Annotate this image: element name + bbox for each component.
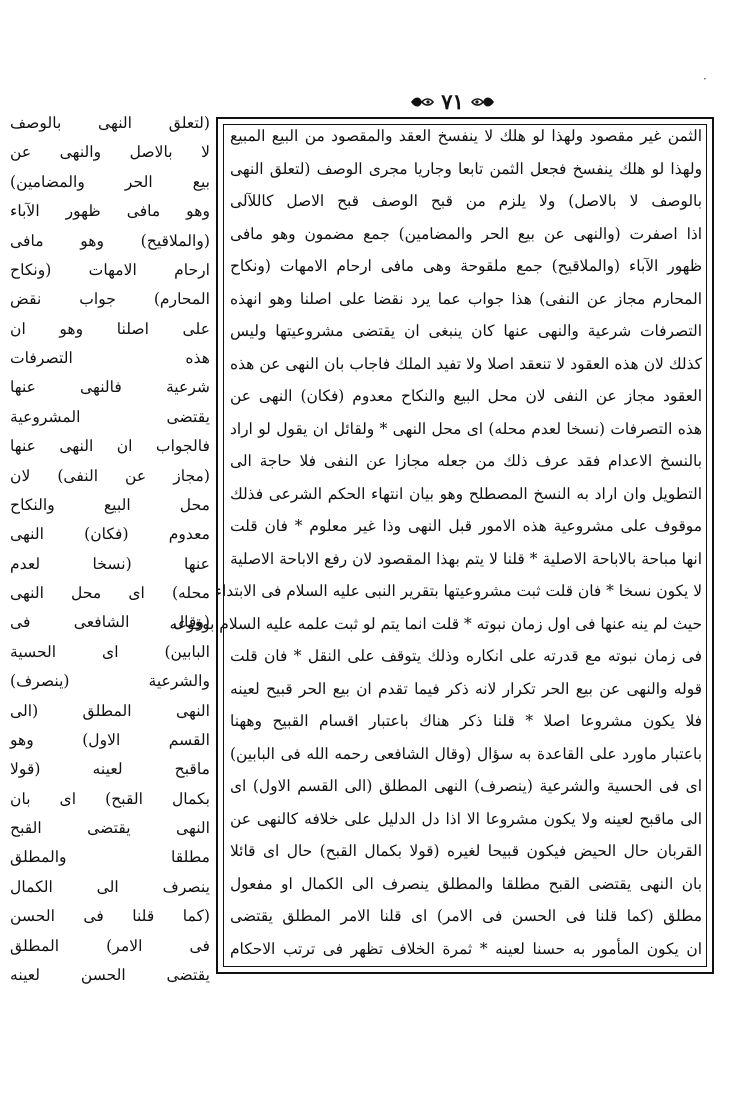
marginal-text-line: القسم الاول) وهو [10, 730, 210, 749]
main-text-line: ظهور الآباء (والملاقيح) جمع ملقوحة وهى مافى ارحام الامهات (ونكاح [230, 257, 702, 276]
marginal-text-block [10, 112, 210, 986]
main-text-line: فى زمان نبوته مع قدرته على انكاره وذلك يتوقف على النقل * فان قلت [230, 647, 702, 666]
marginal-text-line: (لتعلق النهى بالوصف [10, 114, 210, 132]
main-text-line: اى فى الحسية والشرعية (ينصرف) النهى المطلق (الى القسم الاول) اى [230, 777, 702, 796]
marginal-text-line: فالجواب ان النهى عنها [10, 437, 210, 456]
main-text-line: بالنسخ الاعدام فقد عرف ذلك من جعله مجازا عن النفى فلا حاجة الى [230, 452, 702, 471]
main-text-line: باعتبار ماورد على القاعدة به سؤال (وقال الشافعى رحمه الله فى البابين) [230, 744, 702, 763]
stray-mark: · [703, 72, 707, 86]
main-text-line: التطويل وان اراد به النسخ المصطلح وهو بيان انتهاء الحكم الشرعى فذلك [230, 484, 702, 503]
main-text-line: انها مباحة بالاباحة الاصلية * قلنا لا يتم بهذا المقصود لان رفع الاباحة الاصلية [230, 549, 702, 568]
marginal-text-line: مطلقا والمطلق [10, 848, 210, 867]
marginal-text-line: النهى المطلق (الى [10, 701, 210, 720]
page-number: ٧١ [441, 89, 464, 114]
marginal-text-line: بيع الحر والمضامين) [10, 172, 210, 191]
marginal-text-line: والشرعية (ينصرف) [10, 672, 210, 691]
marginal-text-line: محل البيع والنكاح [10, 495, 210, 514]
page-number-header [395, 90, 510, 114]
main-text-block [169, 125, 702, 960]
marginal-text-line: (كما قلنا فى الحسن [10, 907, 210, 926]
marginal-text-line: (وقال الشافعى فى [10, 613, 210, 632]
main-text-line: التصرفات شرعية والنهى عنها كان ينبغى ان يقتضى مشروعيتها وليس [230, 322, 702, 341]
marginal-text-line: على اصلنا وهو ان [10, 319, 210, 338]
ornament-left-icon [409, 95, 435, 109]
main-text-frame [169, 117, 714, 974]
main-text-line: مطلق (كما قلنا فى الحسن فى الامر) اى قلنا الامر المطلق يقتضى [230, 907, 702, 926]
marginal-text-line: فى الامر) المطلق [10, 936, 210, 955]
marginal-text-line: (والملاقيح) وهو مافى [10, 231, 210, 250]
marginal-text-line: هذه التصرفات [10, 349, 210, 367]
main-text-line: الثمن غير مقصود ولهذا لو هلك لا ينفسخ العقد والمقصود من البيع المبيع [230, 127, 702, 145]
marginal-text-line: ارحام الامهات (ونكاح [10, 260, 210, 279]
main-text-line: العقود مجاز عن النفى لان محل البيع والنكاح معدوم (فكان) النهى عن [230, 387, 702, 406]
marginal-text-line: يقتضى الحسن لعينه [10, 965, 210, 984]
main-text-line: لا يكون نسخا * فان قلت ثبت مشروعيتها بتقرير النبى عليه السلام فى الابتداء [214, 582, 702, 601]
main-text-line: بان النهى يقتضى القبح مطلقا والمطلق ينصرف الى الكمال او مفعول [230, 874, 702, 893]
marginal-text-line: بكمال القبح) اى بان [10, 789, 210, 808]
marginal-text-line: محله) اى محل النهى [10, 584, 210, 602]
main-text-line: المحارم مجاز عن النفى) هذا جواب عما يرد نقضا على اصلنا وهو انهذه [230, 289, 702, 308]
marginal-text-line: النهى يقتضى القبح [10, 819, 210, 837]
marginal-text-line: البابين) اى الحسية [10, 642, 210, 661]
marginal-text-line: ماقبح لعينه (قولا [10, 760, 210, 779]
main-text-line: قوله والنهى عن بيع الحر تكرار لانه ذكر فيما تقدم ان بيع الحر قبيح لعينه [230, 679, 702, 698]
marginal-text-line: (مجاز عن النفى) لان [10, 466, 210, 485]
main-text-line: ولهذا لو هلك ينفسخ فجعل الثمن تابعا وجاريا مجرى الوصف (لتعلق النهى [230, 159, 702, 178]
main-text-line: حيث لم ينه عنها فى اول زمان نبوته * قلت انما يتم لو ثبت علمه عليه السلام بوقوعه [169, 614, 702, 633]
main-text-line: القربان حال الحيض فيكون قبيحا لغيره (قولا بكمال القبح) حال اى قائلا [230, 842, 702, 861]
main-text-line: بالوصف لا بالاصل) ولا يلزم من قبح الوصف قبح الاصل كاللآلى [230, 192, 702, 211]
main-text-line: الى ماقبح لعينه ولا يكون مشروعا الا اذا دل الدليل على خلافه كالنهى عن [230, 809, 702, 828]
marginal-text-line: شرعية فالنهى عنها [10, 378, 210, 397]
marginal-text-line: معدوم (فكان) النهى [10, 525, 210, 544]
main-text-line: ان يكون المأمور به حسنا لعينه * ثمرة الخلاف تظهر فى ترتب الاحكام [230, 939, 702, 958]
main-text-line: اذا اصفرت (والنهى عن بيع الحر والمضامين) جمع مضمون وهو مافى [230, 224, 702, 243]
marginal-text-line: ينصرف الى الكمال [10, 877, 210, 896]
marginal-text-line: عنها (نسخا لعدم [10, 554, 210, 573]
main-text-line: موقوف على مشروعية هذه الامور قبل النهى وذا غير معلوم * فان قلت [230, 517, 702, 536]
main-text-line: هذه التصرفات (نسخا لعدم محله) اى محل النهى * ولقائل ان يقول لو اراد [230, 419, 702, 438]
marginal-text-line: المحارم) جواب نقض [10, 290, 210, 309]
ornament-right-icon [470, 95, 496, 109]
marginal-text-line: لا بالاصل والنهى عن [10, 143, 210, 162]
main-text-line: فلا يكون مشروعا اصلا * قلنا ذكر هناك باعتبار اقسام القبيح وههنا [230, 712, 702, 731]
marginal-text-line: يقتضى المشروعية [10, 407, 210, 426]
marginal-text-line: وهو مافى ظهور الآباء [10, 202, 210, 221]
main-text-line: كذلك لان هذه العقود لا تنعقد اصلا ولا تفيد الملك فاجاب بان النهى عن هذه [230, 354, 702, 373]
